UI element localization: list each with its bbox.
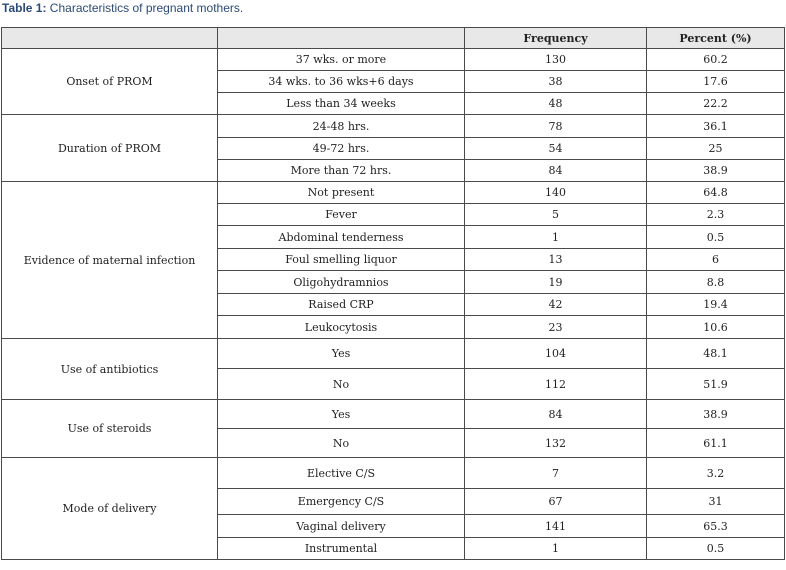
- table-row: [2, 49, 785, 71]
- table-row: [2, 115, 785, 138]
- percent-cell: 19.4: [647, 294, 785, 316]
- percent-cell: 64.8: [647, 182, 785, 204]
- frequency-cell: 42: [465, 294, 647, 316]
- category-cell: Not present: [218, 182, 465, 204]
- percent-cell: 38.9: [647, 160, 785, 182]
- category-cell: No: [218, 429, 465, 458]
- table-body: [2, 49, 785, 560]
- group-name-cell: Duration of PROM: [2, 115, 218, 182]
- group-name-cell: Use of antibiotics: [2, 339, 218, 400]
- percent-cell: 6: [647, 249, 785, 271]
- percent-cell: 25: [647, 138, 785, 160]
- table-row: [2, 458, 785, 489]
- category-cell: 34 wks. to 36 wks+6 days: [218, 71, 465, 93]
- frequency-cell: 84: [465, 400, 647, 429]
- frequency-cell: 1: [465, 226, 647, 249]
- percent-cell: 2.3: [647, 204, 785, 226]
- category-cell: No: [218, 369, 465, 400]
- frequency-cell: 67: [465, 489, 647, 515]
- header-cell-group: [2, 28, 218, 49]
- frequency-cell: 130: [465, 49, 647, 71]
- category-cell: Emergency C/S: [218, 489, 465, 515]
- header-cell-frequency: Frequency: [465, 28, 647, 49]
- percent-cell: 31: [647, 489, 785, 515]
- category-cell: Fever: [218, 204, 465, 226]
- percent-cell: 10.6: [647, 316, 785, 339]
- category-cell: More than 72 hrs.: [218, 160, 465, 182]
- table-row: [2, 182, 785, 204]
- frequency-cell: 38: [465, 71, 647, 93]
- percent-cell: 22.2: [647, 93, 785, 115]
- category-cell: 49-72 hrs.: [218, 138, 465, 160]
- frequency-cell: 54: [465, 138, 647, 160]
- header-cell-category: [218, 28, 465, 49]
- frequency-cell: 13: [465, 249, 647, 271]
- category-cell: Yes: [218, 339, 465, 369]
- percent-cell: 51.9: [647, 369, 785, 400]
- percent-cell: 48.1: [647, 339, 785, 369]
- category-cell: Vaginal delivery: [218, 515, 465, 538]
- category-cell: Elective C/S: [218, 458, 465, 489]
- frequency-cell: 48: [465, 93, 647, 115]
- category-cell: 37 wks. or more: [218, 49, 465, 71]
- percent-cell: 38.9: [647, 400, 785, 429]
- table-caption: [2, 1, 243, 15]
- category-cell: Foul smelling liquor: [218, 249, 465, 271]
- group-name-cell: Evidence of maternal infection: [2, 182, 218, 339]
- percent-cell: 65.3: [647, 515, 785, 538]
- group-name-cell: Mode of delivery: [2, 458, 218, 560]
- category-cell: Oligohydramnios: [218, 271, 465, 294]
- frequency-cell: 84: [465, 160, 647, 182]
- percent-cell: 8.8: [647, 271, 785, 294]
- table-row: [2, 339, 785, 369]
- frequency-cell: 19: [465, 271, 647, 294]
- header-row: [2, 28, 785, 49]
- percent-cell: 61.1: [647, 429, 785, 458]
- category-cell: Less than 34 weeks: [218, 93, 465, 115]
- category-cell: Leukocytosis: [218, 316, 465, 339]
- frequency-cell: 78: [465, 115, 647, 138]
- frequency-cell: 141: [465, 515, 647, 538]
- frequency-cell: 140: [465, 182, 647, 204]
- table-row: [2, 400, 785, 429]
- percent-cell: 17.6: [647, 71, 785, 93]
- category-cell: 24-48 hrs.: [218, 115, 465, 138]
- frequency-cell: 112: [465, 369, 647, 400]
- group-name-cell: Onset of PROM: [2, 49, 218, 115]
- caption-text: Characteristics of pregnant mothers.: [46, 1, 244, 15]
- frequency-cell: 132: [465, 429, 647, 458]
- category-cell: Yes: [218, 400, 465, 429]
- percent-cell: 0.5: [647, 538, 785, 560]
- frequency-cell: 5: [465, 204, 647, 226]
- category-cell: Abdominal tenderness: [218, 226, 465, 249]
- caption-label: Table 1:: [2, 1, 47, 15]
- characteristics-table: [1, 27, 785, 560]
- category-cell: Instrumental: [218, 538, 465, 560]
- percent-cell: 3.2: [647, 458, 785, 489]
- group-name-cell: Use of steroids: [2, 400, 218, 458]
- percent-cell: 60.2: [647, 49, 785, 71]
- frequency-cell: 1: [465, 538, 647, 560]
- percent-cell: 36.1: [647, 115, 785, 138]
- category-cell: Raised CRP: [218, 294, 465, 316]
- header-cell-percent: Percent (%): [647, 28, 785, 49]
- frequency-cell: 23: [465, 316, 647, 339]
- frequency-cell: 7: [465, 458, 647, 489]
- percent-cell: 0.5: [647, 226, 785, 249]
- frequency-cell: 104: [465, 339, 647, 369]
